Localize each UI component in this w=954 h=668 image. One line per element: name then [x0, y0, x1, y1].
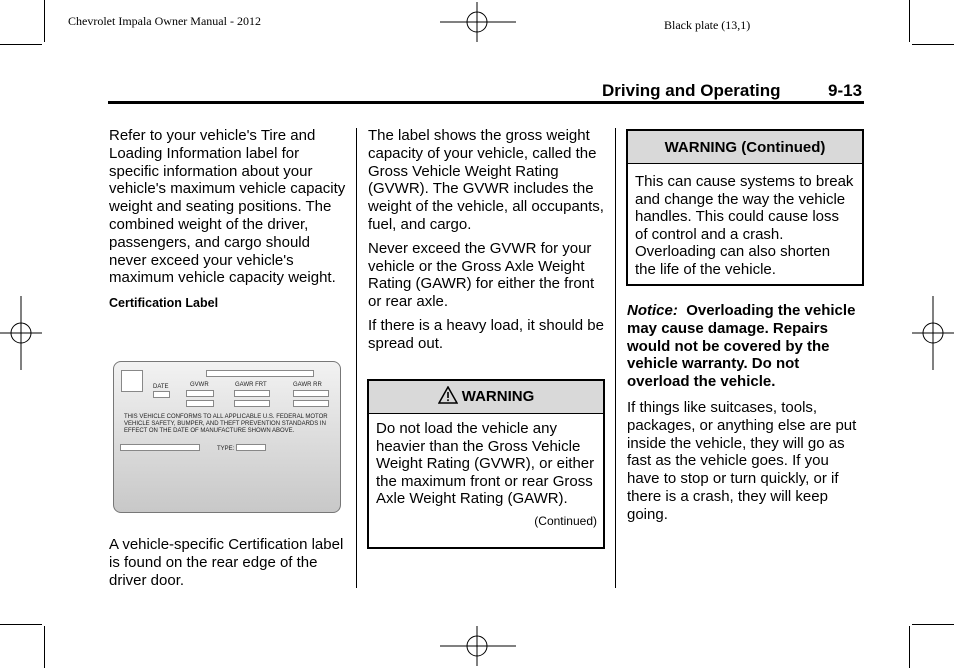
plate-label: Black plate (13,1)	[664, 18, 751, 32]
label-field	[120, 444, 200, 451]
label-type: TYPE:	[217, 446, 235, 452]
label-field	[153, 391, 170, 398]
label-date: DATE	[153, 384, 169, 390]
label-field	[293, 390, 329, 397]
subheading: Certification Label	[109, 296, 219, 311]
body-paragraph: A vehicle-specific Certification label is found on the rear edge of the driver door.	[109, 536, 344, 589]
label-field	[236, 444, 266, 451]
column-2	[368, 127, 606, 359]
crop-mark	[909, 0, 910, 42]
crop-mark	[912, 624, 954, 625]
column-1	[109, 127, 347, 313]
crop-mark	[44, 0, 45, 42]
label-field	[234, 390, 270, 397]
label-field	[206, 370, 314, 377]
section-title: Driving and Operating	[602, 81, 781, 100]
column-1-bottom	[109, 536, 347, 595]
crop-mark	[909, 626, 910, 668]
label-gvwr: GVWR	[190, 382, 209, 388]
manual-title: Chevrolet Impala Owner Manual - 2012	[68, 14, 261, 28]
column-divider	[615, 128, 616, 588]
notice-label: Notice:	[627, 302, 678, 319]
body-paragraph: If things like suitcases, tools, packages, or anything else are put inside the vehicle, they will go as fast as the vehicle goes. If you have to stop or turn quickly, or if there is a crash, they will keep going.	[627, 398, 857, 523]
crop-mark	[0, 44, 42, 45]
warning-header	[369, 381, 603, 414]
label-field	[293, 400, 329, 407]
label-field	[234, 400, 270, 407]
warning-title: WARNING	[461, 388, 535, 405]
label-gawr-rr: GAWR RR	[293, 382, 322, 388]
warning-body: This can cause systems to break and change the way the vehicle handles. This could cause loss of control and a crash. Overloading can also shorten the life of the vehicle.	[635, 173, 854, 278]
warning-continued-box	[626, 129, 864, 286]
certification-label-image	[113, 361, 341, 513]
body-paragraph: Refer to your vehicle's Tire and Loading Information label for specific information about your vehicle's maximum vehicle capacity weight and seating positions. The combined weight of the driver, passengers, and cargo should never exceed your vehicle's maximum vehicle capacity weight.	[109, 127, 346, 287]
registration-mark-left	[0, 296, 42, 370]
registration-mark-bottom	[440, 626, 516, 666]
notice-paragraph	[627, 302, 863, 391]
crop-mark	[0, 624, 42, 625]
label-statement: THIS VEHICLE CONFORMS TO ALL APPLICABLE U.S. FEDERAL MOTOR VEHICLE SAFETY, BUMPER, AND THEFT PREVENTION STANDARDS IN EFFECT ON THE DATE OF MANUFACTURE SHOWN ABOVE.	[124, 414, 328, 434]
logo-box	[121, 370, 143, 392]
warning-box	[367, 379, 605, 549]
crop-mark	[44, 626, 45, 668]
crop-mark	[912, 44, 954, 45]
column-divider	[356, 128, 357, 588]
warning-header: WARNING (Continued)	[628, 131, 862, 164]
label-gawr-frt: GAWR FRT	[235, 382, 267, 388]
page-number: 9-13	[828, 81, 863, 100]
warning-triangle-icon	[438, 386, 458, 404]
warning-body: Do not load the vehicle any heavier than the Gross Vehicle Weight Rating (GVWR), or either the maximum front or rear Gross Axle Weight Rating (GAWR).	[376, 420, 595, 508]
label-field	[186, 400, 214, 407]
column-3	[627, 302, 863, 530]
header-rule	[108, 101, 864, 104]
body-paragraph: If there is a heavy load, it should be spread out.	[368, 316, 604, 352]
registration-mark-top	[440, 2, 516, 42]
label-field	[186, 390, 214, 397]
notice-text: Overloading the vehicle may cause damage. Repairs would not be covered by the vehicle warranty. Do not overload the vehicle.	[627, 302, 856, 391]
body-paragraph: The label shows the gross weight capacity of your vehicle, called the Gross Vehicle Weight Rating (GVWR). The GVWR includes the weight of the vehicle, all occupants, fuel, and cargo.	[368, 127, 604, 233]
continued-label: (Continued)	[534, 513, 597, 528]
registration-mark-right	[912, 296, 954, 370]
body-paragraph: Never exceed the GVWR for your vehicle or the Gross Axle Weight Rating (GAWR) for either the front or rear axle.	[368, 239, 595, 311]
